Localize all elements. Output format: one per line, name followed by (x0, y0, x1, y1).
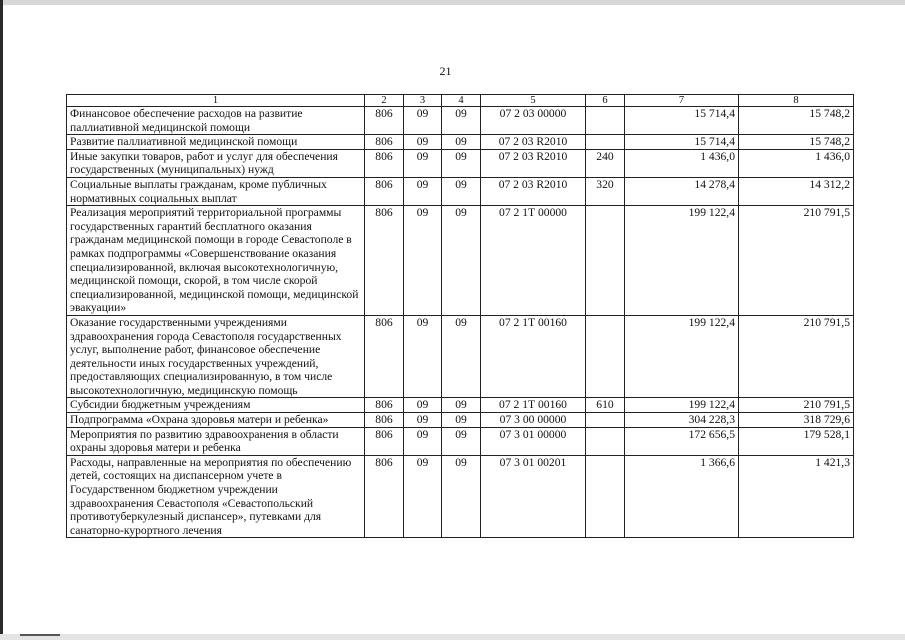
row-ved: 806 (365, 455, 404, 538)
row-rz: 09 (404, 149, 442, 177)
row-rz: 09 (404, 398, 442, 413)
table-row (67, 413, 854, 428)
row-rz: 09 (404, 206, 442, 316)
row-sum-2: 1 421,3 (739, 455, 854, 538)
row-name: Социальные выплаты гражданам, кроме публичных нормативных социальных выплат (67, 177, 365, 205)
table-row (67, 177, 854, 205)
row-rz: 09 (404, 107, 442, 135)
row-rz: 09 (404, 177, 442, 205)
row-vr (586, 107, 625, 135)
table-row (67, 107, 854, 135)
header-cell: 3 (404, 95, 442, 107)
row-name: Оказание государственными учреждениями здравоохранения города Севастополя государственных услуг, выполнение работ, финансовое обеспечение деятельности иных государственных учреждений, предоставляющих специализированную, в том числе высокотехнологичную, медицинскую помощь (67, 315, 365, 398)
row-pr: 09 (442, 455, 481, 538)
row-sum-2: 210 791,5 (739, 398, 854, 413)
row-pr: 09 (442, 149, 481, 177)
table-row (67, 206, 854, 316)
row-vr (586, 206, 625, 316)
row-csr: 07 2 1Т 00160 (481, 398, 586, 413)
row-csr: 07 2 03 R2010 (481, 135, 586, 150)
row-rz: 09 (404, 427, 442, 455)
row-pr: 09 (442, 107, 481, 135)
row-vr (586, 427, 625, 455)
row-sum-1: 199 122,4 (625, 206, 739, 316)
row-sum-1: 15 714,4 (625, 135, 739, 150)
row-name: Финансовое обеспечение расходов на развитие паллиативной медицинской помощи (67, 107, 365, 135)
row-vr: 610 (586, 398, 625, 413)
row-ved: 806 (365, 315, 404, 398)
row-sum-2: 14 312,2 (739, 177, 854, 205)
row-csr: 07 2 1Т 00000 (481, 206, 586, 316)
row-name: Иные закупки товаров, работ и услуг для обеспечения государственных (муниципальных) нужд (67, 149, 365, 177)
row-vr (586, 413, 625, 428)
row-pr: 09 (442, 206, 481, 316)
row-ved: 806 (365, 413, 404, 428)
header-cell: 1 (67, 95, 365, 107)
row-sum-2: 1 436,0 (739, 149, 854, 177)
page-number: 21 (439, 64, 452, 78)
header-cell: 8 (739, 95, 854, 107)
row-sum-1: 15 714,4 (625, 107, 739, 135)
row-pr: 09 (442, 413, 481, 428)
row-rz: 09 (404, 455, 442, 538)
row-sum-2: 15 748,2 (739, 107, 854, 135)
row-sum-1: 14 278,4 (625, 177, 739, 205)
table-row (67, 149, 854, 177)
table-row (67, 135, 854, 150)
row-sum-2: 318 729,6 (739, 413, 854, 428)
row-ved: 806 (365, 177, 404, 205)
table-row (67, 455, 854, 538)
row-pr: 09 (442, 177, 481, 205)
row-csr: 07 2 1Т 00160 (481, 315, 586, 398)
row-vr (586, 135, 625, 150)
table-row (67, 427, 854, 455)
header-cell: 6 (586, 95, 625, 107)
row-ved: 806 (365, 107, 404, 135)
row-sum-2: 210 791,5 (739, 206, 854, 316)
scan-bottom-mark (20, 634, 60, 636)
table-row (67, 398, 854, 413)
scan-top-edge (0, 0, 905, 5)
row-csr: 07 2 03 00000 (481, 107, 586, 135)
row-csr: 07 3 00 00000 (481, 413, 586, 428)
row-ved: 806 (365, 206, 404, 316)
row-ved: 806 (365, 427, 404, 455)
header-cell: 7 (625, 95, 739, 107)
header-cell: 5 (481, 95, 586, 107)
row-sum-2: 210 791,5 (739, 315, 854, 398)
row-rz: 09 (404, 135, 442, 150)
row-ved: 806 (365, 135, 404, 150)
scan-bottom-edge (0, 634, 905, 640)
table-row (67, 315, 854, 398)
scan-left-edge (0, 0, 3, 640)
row-sum-2: 15 748,2 (739, 135, 854, 150)
row-name: Мероприятия по развитию здравоохранения в области охраны здоровья матери и ребенка (67, 427, 365, 455)
row-vr: 240 (586, 149, 625, 177)
row-rz: 09 (404, 315, 442, 398)
row-sum-1: 199 122,4 (625, 315, 739, 398)
row-sum-1: 199 122,4 (625, 398, 739, 413)
row-csr: 07 2 03 R2010 (481, 149, 586, 177)
row-ved: 806 (365, 398, 404, 413)
row-pr: 09 (442, 315, 481, 398)
row-csr: 07 2 03 R2010 (481, 177, 586, 205)
row-vr (586, 455, 625, 538)
row-name: Реализация мероприятий территориальной программы государственных гарантий бесплатного оказания гражданам медицинской помощи в городе Севастополе в рамках подпрограммы «Совершенствование оказания специализированной, включая высокотехнологичную, медицинской помощи, скорой, в том числе скорой специализированной, медицинской помощи, медицинской эвакуации» (67, 206, 365, 316)
row-sum-1: 304 228,3 (625, 413, 739, 428)
header-row (67, 95, 854, 107)
header-cell: 2 (365, 95, 404, 107)
row-rz: 09 (404, 413, 442, 428)
row-vr: 320 (586, 177, 625, 205)
row-pr: 09 (442, 135, 481, 150)
row-csr: 07 3 01 00000 (481, 427, 586, 455)
row-sum-1: 1 366,6 (625, 455, 739, 538)
row-sum-2: 179 528,1 (739, 427, 854, 455)
row-sum-1: 1 436,0 (625, 149, 739, 177)
row-name: Субсидии бюджетным учреждениям (67, 398, 365, 413)
row-name: Подпрограмма «Охрана здоровья матери и ребенка» (67, 413, 365, 428)
row-name: Развитие паллиативной медицинской помощи (67, 135, 365, 150)
row-ved: 806 (365, 149, 404, 177)
row-pr: 09 (442, 427, 481, 455)
budget-table (66, 94, 854, 538)
row-pr: 09 (442, 398, 481, 413)
row-sum-1: 172 656,5 (625, 427, 739, 455)
header-cell: 4 (442, 95, 481, 107)
row-csr: 07 3 01 00201 (481, 455, 586, 538)
row-name: Расходы, направленные на мероприятия по обеспечению детей, состоящих на диспансерном учете в Государственном бюджетном учреждении здравоохранения Севастополя «Севастопольский противотуберкулезный диспансер», путевками для санаторно-курортного лечения (67, 455, 365, 538)
row-vr (586, 315, 625, 398)
